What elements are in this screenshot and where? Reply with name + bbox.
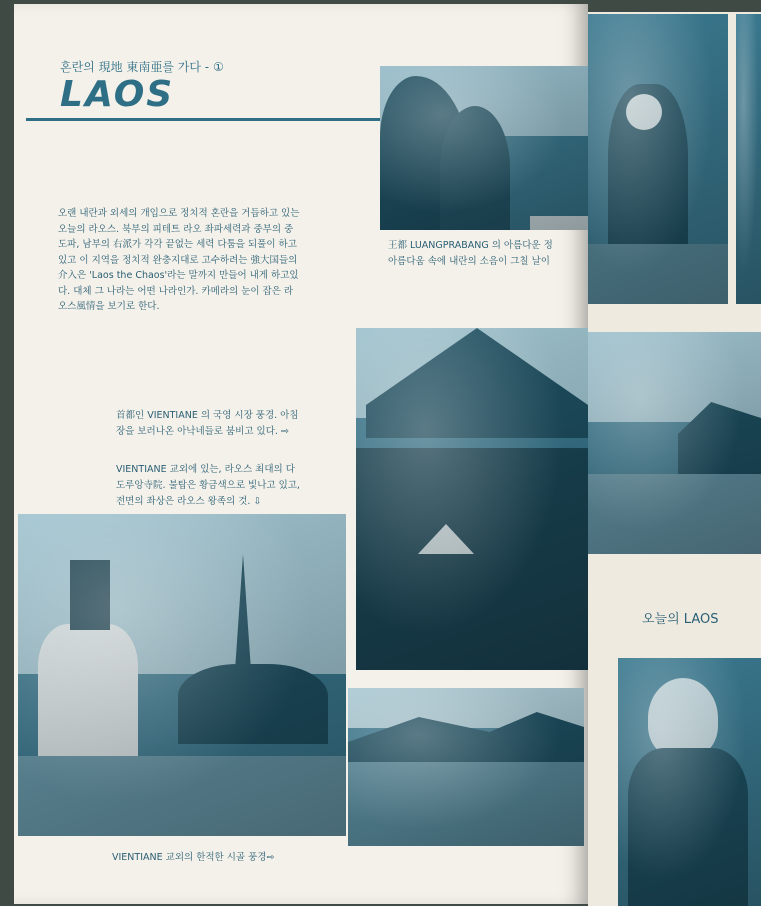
- luangprabang-caption: 王都 LUANGPRABANG 의 아름다운 정 아름다움 속에 내란의 소음이 그칠 날이: [388, 240, 553, 267]
- intro-line: 오늘의 라오스. 북부의 피테트 라오 좌파세력과 중부의 중: [58, 223, 294, 235]
- today-caption: 오늘의 LAOS: [642, 612, 719, 627]
- soldier-photo: [618, 658, 761, 906]
- series-heading: 혼란의 現地 東南亜를 가다 - ①: [60, 60, 224, 74]
- right-top-photo: [588, 14, 728, 304]
- intro-line: 도파, 남부의 右派가 각각 끝없는 세력 다툼을 되풀이 하고: [58, 239, 297, 250]
- right-village-photo: [588, 332, 761, 554]
- countryside-caption: VIENTIANE 교외의 한적한 시골 풍경⇨: [112, 852, 275, 863]
- luangprabang-photo: [380, 66, 588, 230]
- intro-text: [58, 206, 358, 315]
- right-top-edge-photo: [736, 14, 761, 304]
- intro-line: 다. 대체 그 나라는 어떤 나라인가. 카메라의 눈이 잡은 라: [58, 285, 294, 297]
- title-rule: [26, 118, 382, 121]
- market-caption: 首都인 VIENTIANE 의 국영 시장 풍경. 아침 장을 보러나온 아낙네들로 붐비고 있다. ⇨: [116, 410, 299, 437]
- market-photo: [356, 328, 588, 670]
- page-title: LAOS: [60, 74, 175, 115]
- intro-line: 오스風情을 보기로 한다.: [58, 301, 160, 312]
- temple-caption: VIENTIANE 교외에 있는, 라오스 최대의 다 도루앙寺院. 불탑은 황금색으로 빛나고 있고, 전면의 좌상은 라오스 왕족의 것. ⇩: [116, 464, 300, 507]
- intro-line: 있고 이 지역을 정치적 완충지대로 고수하려는 強大国들의: [58, 254, 298, 266]
- intro-line: 오랜 내란과 외세의 개입으로 정치적 혼란을 거듭하고 있는: [58, 208, 300, 219]
- intro-line: 介入은 'Laos the Chaos'라는 말까지 만들어 내게 하고있: [58, 270, 299, 281]
- countryside-photo: [348, 688, 584, 846]
- temple-photo: [18, 514, 346, 836]
